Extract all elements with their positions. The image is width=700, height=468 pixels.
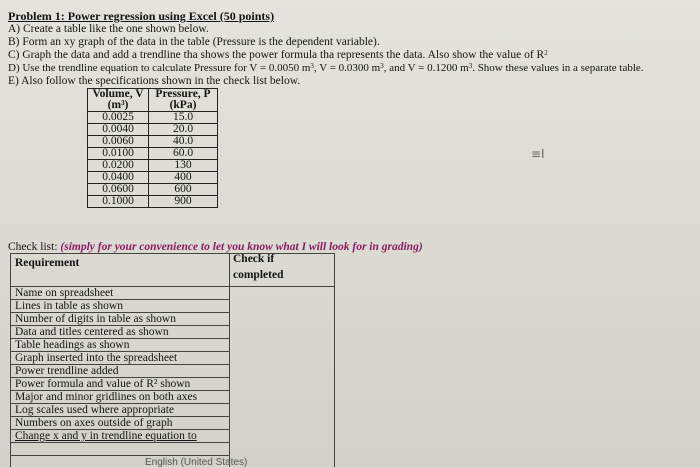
superscript: 3: [468, 62, 473, 70]
instruction-b: B) Form an xy graph of the data in the table (Pressure is the dependent variable).: [8, 36, 380, 48]
table-row: [88, 124, 218, 136]
instruction-a: A) Create a table like the one shown below.: [8, 23, 209, 35]
instruction-c: [8, 49, 548, 61]
table-row: [88, 160, 218, 172]
checklist-item: Number of digits in table as shown: [15, 313, 176, 325]
table-row: [88, 196, 218, 208]
check-header-line1: Check if: [233, 253, 275, 265]
check-header-line2: completed: [233, 269, 284, 281]
volume-cell: 0.0040: [88, 124, 149, 136]
superscript: 3: [310, 62, 314, 70]
checklist-table: [10, 253, 335, 467]
grid-line: [10, 253, 335, 254]
checklist-item: Major and minor gridlines on both axes: [15, 391, 198, 403]
superscript: 3: [380, 62, 384, 70]
grid-line: [10, 455, 230, 456]
grid-line: [10, 442, 230, 443]
volume-cell: 0.0100: [88, 148, 149, 160]
pressure-cell: 15.0: [149, 112, 218, 124]
checklist-item: Data and titles centered as shown: [15, 326, 169, 338]
checklist-note: (simply for your convenience to let you know what I will look for in grading): [60, 241, 423, 253]
pressure-cell: 600: [149, 184, 218, 196]
checklist-item: Log scales used where appropriate: [15, 404, 175, 416]
instruction-d-text-4: . Show these values in a separate table.: [472, 62, 644, 74]
checklist-item: Lines in table as shown: [15, 300, 123, 312]
checklist-item: Change x and y in trendline equation to: [15, 430, 197, 442]
table-row: [88, 112, 218, 124]
instruction-e: E) Also follow the specifications shown in the check list below.: [8, 75, 301, 87]
table-row: [88, 184, 218, 196]
table-row: [88, 136, 218, 148]
pressure-header-line2: (kPa): [169, 99, 197, 111]
volume-cell: 0.0025: [88, 112, 149, 124]
pressure-cell: 900: [149, 196, 218, 208]
instruction-d-text-1: D) Use the trendline equation to calculate Pressure for V = 0.0050 m: [8, 62, 311, 74]
volume-cell: 0.1000: [88, 196, 149, 208]
volume-cell: 0.0600: [88, 184, 149, 196]
pressure-header-line1: Pressure, P: [155, 88, 211, 100]
text-cursor-icon: ≡I: [531, 147, 545, 161]
volume-cell: 0.0400: [88, 172, 149, 184]
pressure-cell: 400: [149, 172, 218, 184]
instruction-d: [8, 62, 644, 74]
volume-header: [88, 89, 149, 112]
table-row: [88, 148, 218, 160]
superscript: 2: [544, 49, 548, 57]
instruction-c-text: C) Graph the data and add a trendline tha shows the power formula tha represents the data. Also show the value of R: [8, 49, 545, 61]
pressure-cell: 60.0: [149, 148, 218, 160]
volume-pressure-table: [87, 88, 218, 208]
checklist-item: Power formula and value of R² shown: [15, 378, 191, 390]
pressure-cell: 130: [149, 160, 218, 172]
checklist-item: Numbers on axes outside of graph: [15, 417, 173, 429]
pressure-cell: 40.0: [149, 136, 218, 148]
pressure-cell: 20.0: [149, 124, 218, 136]
volume-header-line2: (m³): [107, 99, 129, 111]
checklist-item: Graph inserted into the spreadsheet: [15, 352, 178, 364]
table-row: [88, 172, 218, 184]
pressure-header: [149, 89, 218, 112]
checklist-item: Table headings as shown: [15, 339, 130, 351]
volume-cell: 0.0060: [88, 136, 149, 148]
problem-title: Problem 1: Power regression using Excel (50 points): [8, 9, 275, 23]
language-status[interactable]: English (United States): [145, 457, 248, 468]
requirement-header: Requirement: [15, 257, 80, 269]
instruction-d-text-3: , and V = 0.1200 m: [383, 62, 469, 74]
check-header: [233, 253, 283, 281]
checklist-heading: [8, 241, 423, 253]
checklist-item: Name on spreadsheet: [15, 287, 114, 299]
instruction-d-text-2: , V = 0.0300 m: [313, 62, 381, 74]
volume-cell: 0.0200: [88, 160, 149, 172]
checklist-label: Check list:: [8, 241, 61, 253]
checklist-item: Power trendline added: [15, 365, 119, 377]
volume-header-line1: Volume, V: [92, 88, 144, 100]
